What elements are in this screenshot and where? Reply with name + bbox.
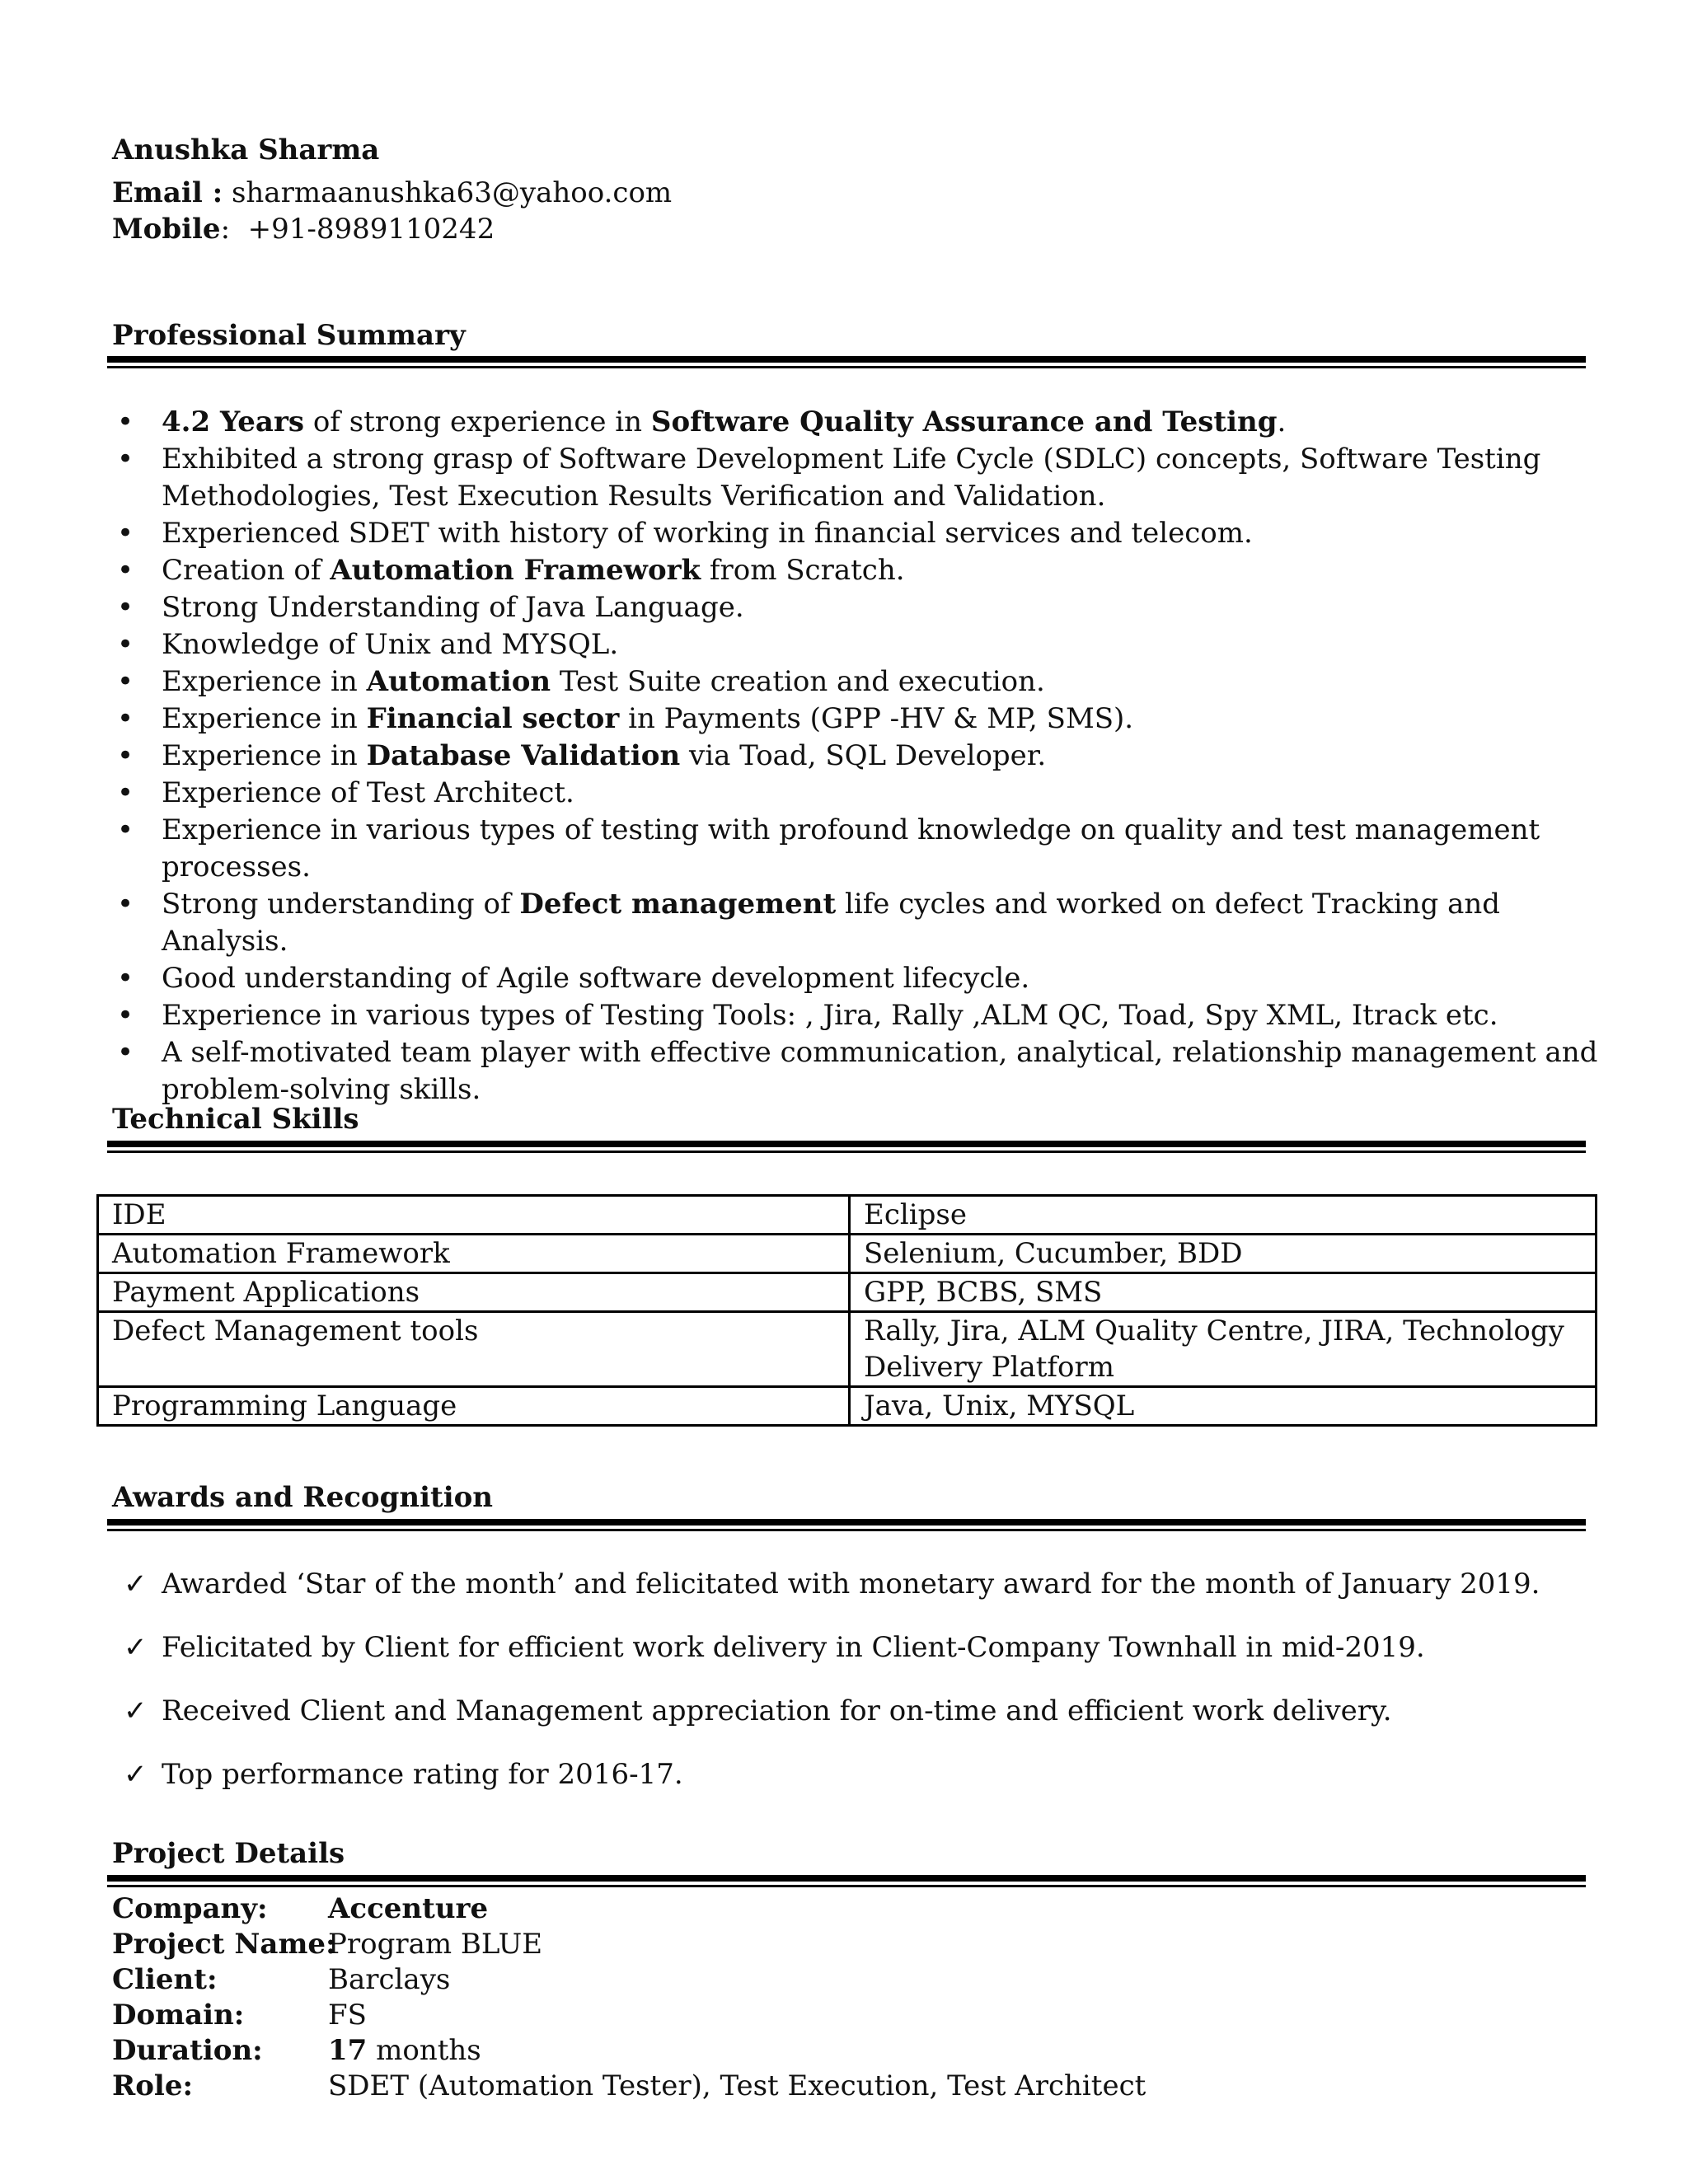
project-name-label: Project Name:: [112, 1928, 336, 1961]
summary-item-text: Experience in various types of Testing Tools: , Jira, Rally ,ALM QC, Toad, Spy XML, Itrack etc.: [162, 999, 1498, 1032]
summary-item-text: Test Suite creation and execution.: [551, 665, 1045, 698]
summary-item-text: Experience in: [162, 739, 367, 772]
summary-item: [115, 552, 1599, 589]
email-label: Email :: [112, 176, 223, 209]
summary-item-text: Good understanding of Agile software development lifecycle.: [162, 962, 1030, 995]
checkmark-icon: ✓: [124, 1631, 148, 1664]
project-row-duration: [112, 2033, 1146, 2069]
bullet-icon: •: [117, 554, 134, 587]
summary-item-text: of strong experience in: [304, 405, 651, 438]
summary-item: [115, 701, 1599, 738]
summary-item-text: A self-motivated team player with effective communication, analytical, relationship management and problem-solving skills.: [162, 1036, 1598, 1106]
bullet-icon: •: [117, 591, 134, 624]
award-text: Top performance rating for 2016-17.: [162, 1758, 683, 1791]
summary-item: [115, 775, 1599, 812]
summary-item-emphasis: Automation Framework: [330, 554, 701, 587]
project-row-domain: [112, 1998, 1146, 2033]
client-label: Client:: [112, 1963, 218, 1996]
award-item: [124, 1693, 1540, 1756]
domain-value: FS: [328, 1999, 367, 2032]
summary-item: [115, 997, 1599, 1034]
company-label: Company:: [112, 1892, 268, 1925]
project-name-value: Program BLUE: [328, 1928, 543, 1961]
summary-item-emphasis: Financial sector: [366, 702, 620, 735]
email-value: sharmaanushka63@yahoo.com: [231, 176, 673, 209]
section-divider: [107, 1519, 1586, 1526]
summary-item-text: Exhibited a strong grasp of Software Development Life Cycle (SDLC) concepts, Software Testing Methodologies, Test Execution Results Verification and Validation.: [162, 443, 1541, 513]
summary-item-text: from Scratch.: [701, 554, 905, 587]
summary-item-text: Strong Understanding of Java Language.: [162, 591, 744, 624]
summary-item-text: Knowledge of Unix and MYSQL.: [162, 628, 619, 661]
skills-row: [98, 1387, 1597, 1426]
award-text: Received Client and Management appreciation for on-time and efficient work delivery.: [162, 1694, 1392, 1727]
bullet-icon: •: [117, 739, 134, 772]
skill-value: Java, Unix, MYSQL: [850, 1387, 1597, 1426]
skill-value: Rally, Jira, ALM Quality Centre, JIRA, Technology Delivery Platform: [850, 1312, 1597, 1387]
summary-item-emphasis: Defect management: [519, 888, 837, 921]
summary-item-emphasis: Database Validation: [366, 739, 681, 772]
duration-unit: months: [367, 2034, 481, 2067]
section-title-project: Project Details: [112, 1837, 345, 1870]
bullet-icon: •: [117, 813, 134, 846]
skill-value: GPP, BCBS, SMS: [850, 1273, 1597, 1312]
company-value: Accenture: [328, 1892, 489, 1925]
mobile-colon: :: [220, 213, 248, 246]
skills-row: [98, 1235, 1597, 1273]
section-divider: [107, 1151, 1586, 1153]
section-title-awards: Awards and Recognition: [112, 1481, 494, 1514]
bullet-icon: •: [117, 443, 134, 476]
summary-item: [115, 960, 1599, 997]
project-row-name: [112, 1927, 1146, 1962]
duration-value: 17: [328, 2034, 368, 2067]
skill-category: IDE: [98, 1196, 850, 1235]
award-text: Awarded ‘Star of the month’ and felicitated with monetary award for the month of January 2019.: [162, 1568, 1540, 1601]
skills-row: [98, 1273, 1597, 1312]
summary-item: [115, 738, 1599, 775]
bullet-icon: •: [117, 665, 134, 698]
section-divider: [107, 366, 1586, 368]
section-divider: [107, 1141, 1586, 1147]
summary-item-emphasis: Software Quality Assurance and Testing: [650, 405, 1278, 438]
bullet-icon: •: [117, 999, 134, 1032]
checkmark-icon: ✓: [124, 1758, 148, 1791]
skill-category: Automation Framework: [98, 1235, 850, 1273]
skill-category: Defect Management tools: [98, 1312, 850, 1387]
skill-category: Programming Language: [98, 1387, 850, 1426]
candidate-name: Anushka Sharma: [112, 134, 380, 166]
section-divider: [107, 1875, 1586, 1882]
summary-item-text: Strong understanding of: [162, 888, 520, 921]
summary-item-emphasis: Automation: [366, 665, 551, 698]
bullet-icon: •: [117, 888, 134, 921]
bullet-icon: •: [117, 702, 134, 735]
bullet-icon: •: [117, 517, 134, 550]
role-label: Role:: [112, 2069, 194, 2102]
summary-item-text: life cycles and worked on defect Tracking and Analysis.: [162, 888, 1501, 958]
skills-row: [98, 1196, 1597, 1235]
bullet-icon: •: [117, 776, 134, 809]
section-divider: [107, 1885, 1586, 1887]
domain-label: Domain:: [112, 1999, 245, 2032]
skills-table: [96, 1194, 1597, 1427]
bullet-icon: •: [117, 405, 134, 438]
summary-item-text: in Payments (GPP -HV & MP, SMS).: [619, 702, 1134, 735]
awards-list: [124, 1566, 1540, 1820]
skill-value: Selenium, Cucumber, BDD: [850, 1235, 1597, 1273]
client-value: Barclays: [328, 1963, 451, 1996]
award-text: Felicitated by Client for efficient work delivery in Client-Company Townhall in mid-2019.: [162, 1631, 1425, 1664]
summary-item: [115, 886, 1599, 960]
skill-category: Payment Applications: [98, 1273, 850, 1312]
summary-item: [115, 589, 1599, 626]
project-row-company: [112, 1891, 1146, 1927]
bullet-icon: •: [117, 628, 134, 661]
summary-item: [115, 1034, 1599, 1108]
summary-item-text: .: [1277, 405, 1287, 438]
bullet-icon: •: [117, 1036, 134, 1069]
award-item: [124, 1629, 1540, 1693]
summary-item: [115, 404, 1599, 441]
summary-item-text: Experienced SDET with history of working in financial services and telecom.: [162, 517, 1253, 550]
summary-item-text: via Toad, SQL Developer.: [680, 739, 1047, 772]
award-item: [124, 1566, 1540, 1629]
section-title-summary: Professional Summary: [112, 319, 466, 352]
summary-item: [115, 515, 1599, 552]
summary-item: [115, 441, 1599, 515]
mobile-value: +91-8989110242: [247, 213, 495, 246]
checkmark-icon: ✓: [124, 1568, 148, 1601]
skills-row: [98, 1312, 1597, 1387]
mobile-line: [112, 211, 495, 247]
role-value: SDET (Automation Tester), Test Execution, Test Architect: [328, 2069, 1146, 2102]
summary-item-text: Creation of: [162, 554, 331, 587]
project-details: [112, 1891, 1146, 2104]
summary-item-emphasis: 4.2 Years: [162, 405, 305, 438]
mobile-label: Mobile: [112, 213, 221, 246]
summary-item-text: Experience in: [162, 702, 367, 735]
summary-item: [115, 812, 1599, 886]
email-line: [112, 175, 672, 211]
project-row-client: [112, 1962, 1146, 1998]
section-divider: [107, 356, 1586, 363]
summary-item: [115, 663, 1599, 701]
section-title-skills: Technical Skills: [112, 1103, 359, 1136]
skill-value: Eclipse: [850, 1196, 1597, 1235]
checkmark-icon: ✓: [124, 1694, 148, 1727]
section-divider: [107, 1529, 1586, 1531]
duration-label: Duration:: [112, 2034, 263, 2067]
summary-list: [115, 404, 1599, 1108]
summary-item: [115, 626, 1599, 663]
award-item: [124, 1756, 1540, 1820]
summary-item-text: Experience of Test Architect.: [162, 776, 574, 809]
summary-item-text: Experience in: [162, 665, 367, 698]
bullet-icon: •: [117, 962, 134, 995]
summary-item-text: Experience in various types of testing with profound knowledge on quality and test management processes.: [162, 813, 1540, 883]
project-row-role: [112, 2069, 1146, 2104]
